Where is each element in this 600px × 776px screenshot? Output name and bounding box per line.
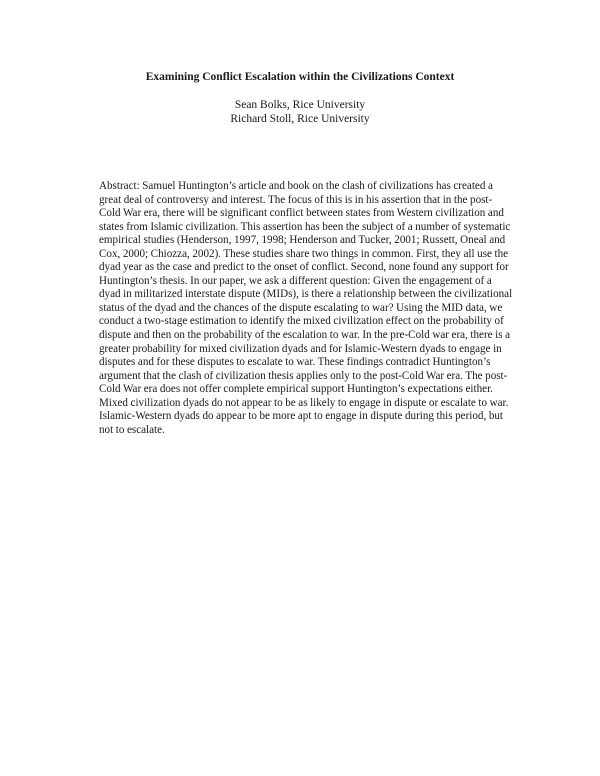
- abstract-paragraph: Abstract: Samuel Huntington’s article and book on the clash of civilizations has created a great deal of controversy and interest. The focus of this is in his assertion that in the post-Cold War era, there will be significant conflict between states from Western civilization and states from Islamic civilization. This assertion has been the subject of a number of systematic empirical studies (Henderson, 1997, 1998; Henderson and Tucker, 2001; Russett, Oneal and Cox, 2000; Chiozza, 2002). These studies share two things in common. First, they all use the dyad year as the case and predict to the onset of conflict. Second, none found any support for Huntington’s thesis. In our paper, we ask a different question: Given the engagement of a dyad in militarized interstate dispute (MIDs), is there a relationship between the civilizational status of the dyad and the chances of the dispute escalating to war? Using the MID data, we conduct a two-stage estimation to identify the mixed civilization effect on the probability of dispute and then on the probability of the escalation to war. In the pre-Cold war era, there is a greater probability for mixed civilization dyads and for Islamic-Western dyads to engage in disputes and for these disputes to escalate to war. These findings contradict Huntington’s argument that the clash of civilization thesis applies only to the post-Cold War era. The post-Cold War era does not offer complete empirical support Huntington’s expectations either. Mixed civilization dyads do not appear to be as likely to engage in dispute or escalate to war. Islamic-Western dyads do appear to be more apt to engage in dispute during this period, but not to escalate.: [99, 180, 513, 436]
- paper-title: Examining Conflict Escalation within the Civilizations Context: [145, 71, 455, 83]
- author-block: [0, 98, 600, 126]
- author-line: Sean Bolks, Rice University: [234, 99, 366, 111]
- author-line: Richard Stoll, Rice University: [230, 113, 370, 125]
